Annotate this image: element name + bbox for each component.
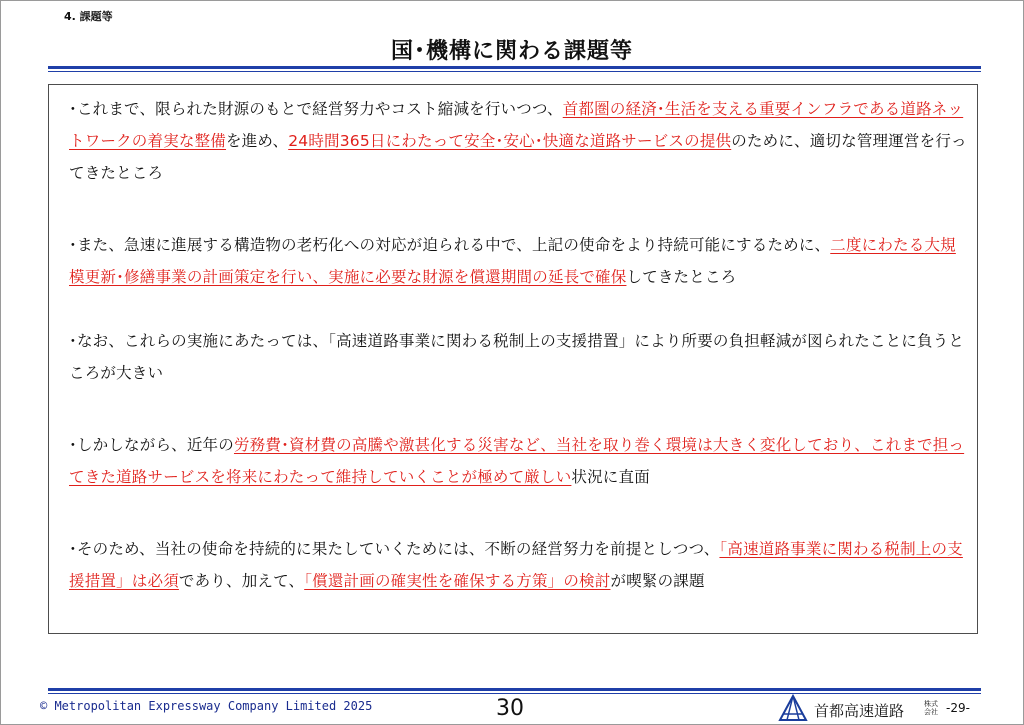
highlight-segment: 首都圏の経済･生活を支える重要インフラである道路ネットワークの着実な整備 xyxy=(69,100,964,150)
text-segment: しかしながら、近年の xyxy=(76,436,234,454)
text-segment: のために、適切な管理運営を行ってきたところ xyxy=(69,132,967,182)
text-segment: これまで、限られた財源のもとで経営努力やコスト縮減を行いつつ、 xyxy=(76,100,563,118)
title-rule-thin xyxy=(48,71,981,72)
company-suffix: 株式会社 xyxy=(924,700,938,716)
highlight-segment: 24時間365日にわたって安全･安心･快適な道路サービスの提供 xyxy=(288,132,732,150)
page-reference: -29- xyxy=(946,701,970,715)
copyright-notice: © Metropolitan Expressway Company Limited 2025 xyxy=(40,699,373,713)
footer-rule-thin xyxy=(48,693,981,694)
paragraph-renewal xyxy=(69,229,969,293)
footer-rule-thick xyxy=(48,688,981,691)
text-segment: 状況に直面 xyxy=(571,468,650,486)
paragraph-management xyxy=(69,93,969,189)
text-segment: なお、これらの実施にあたっては、「高速道路事業に関わる税制上の支援措置」により所要の負担軽減が図られたことに負うところが大きい xyxy=(69,332,965,382)
bullet: ･ xyxy=(69,540,77,558)
bullet: ･ xyxy=(69,236,77,254)
bullet: ･ xyxy=(69,436,77,454)
text-segment: また、急速に進展する構造物の老朽化への対応が迫られる中で、上記の使命をより持続可能にするために、 xyxy=(76,236,831,254)
company-name: 首都高速道路 xyxy=(814,702,905,720)
slide-number: 30 xyxy=(496,696,524,721)
paragraph-environment xyxy=(69,429,969,493)
text-segment: を進め、 xyxy=(226,132,289,150)
company-logo-icon xyxy=(778,693,808,723)
bullet: ･ xyxy=(69,100,77,118)
paragraph-tax-support xyxy=(69,325,969,389)
paragraph-urgent-issue xyxy=(69,533,969,597)
bullet: ･ xyxy=(69,332,77,350)
text-segment: してきたところ xyxy=(626,268,737,286)
text-segment: が喫緊の課題 xyxy=(610,572,705,590)
content-box xyxy=(48,84,978,634)
highlight-segment: 「償還計画の確実性を確保する方策」の検討 xyxy=(304,572,611,590)
text-segment: であり、加えて、 xyxy=(178,572,305,590)
page-title: 国･機構に関わる課題等 xyxy=(390,39,633,64)
text-segment: そのため、当社の使命を持続的に果たしていくためには、不断の経営努力を前提としつつ、 xyxy=(76,540,720,558)
title-rule-thick xyxy=(48,66,981,69)
highlight-segment: 二度にわたる大規模更新･修繕事業の計画策定を行い、実施に必要な財源を償還期間の延長で確保 xyxy=(69,236,956,286)
highlight-segment: 「高速道路事業に関わる税制上の支援措置」は必須 xyxy=(69,540,963,590)
highlight-segment: 労務費･資材費の高騰や激甚化する災害など、当社を取り巻く環境は大きく変化しており、これまで担ってきた道路サービスを将来にわたって維持していくことが極めて厳しい xyxy=(69,436,965,486)
section-label: 4. 課題等 xyxy=(64,10,113,23)
